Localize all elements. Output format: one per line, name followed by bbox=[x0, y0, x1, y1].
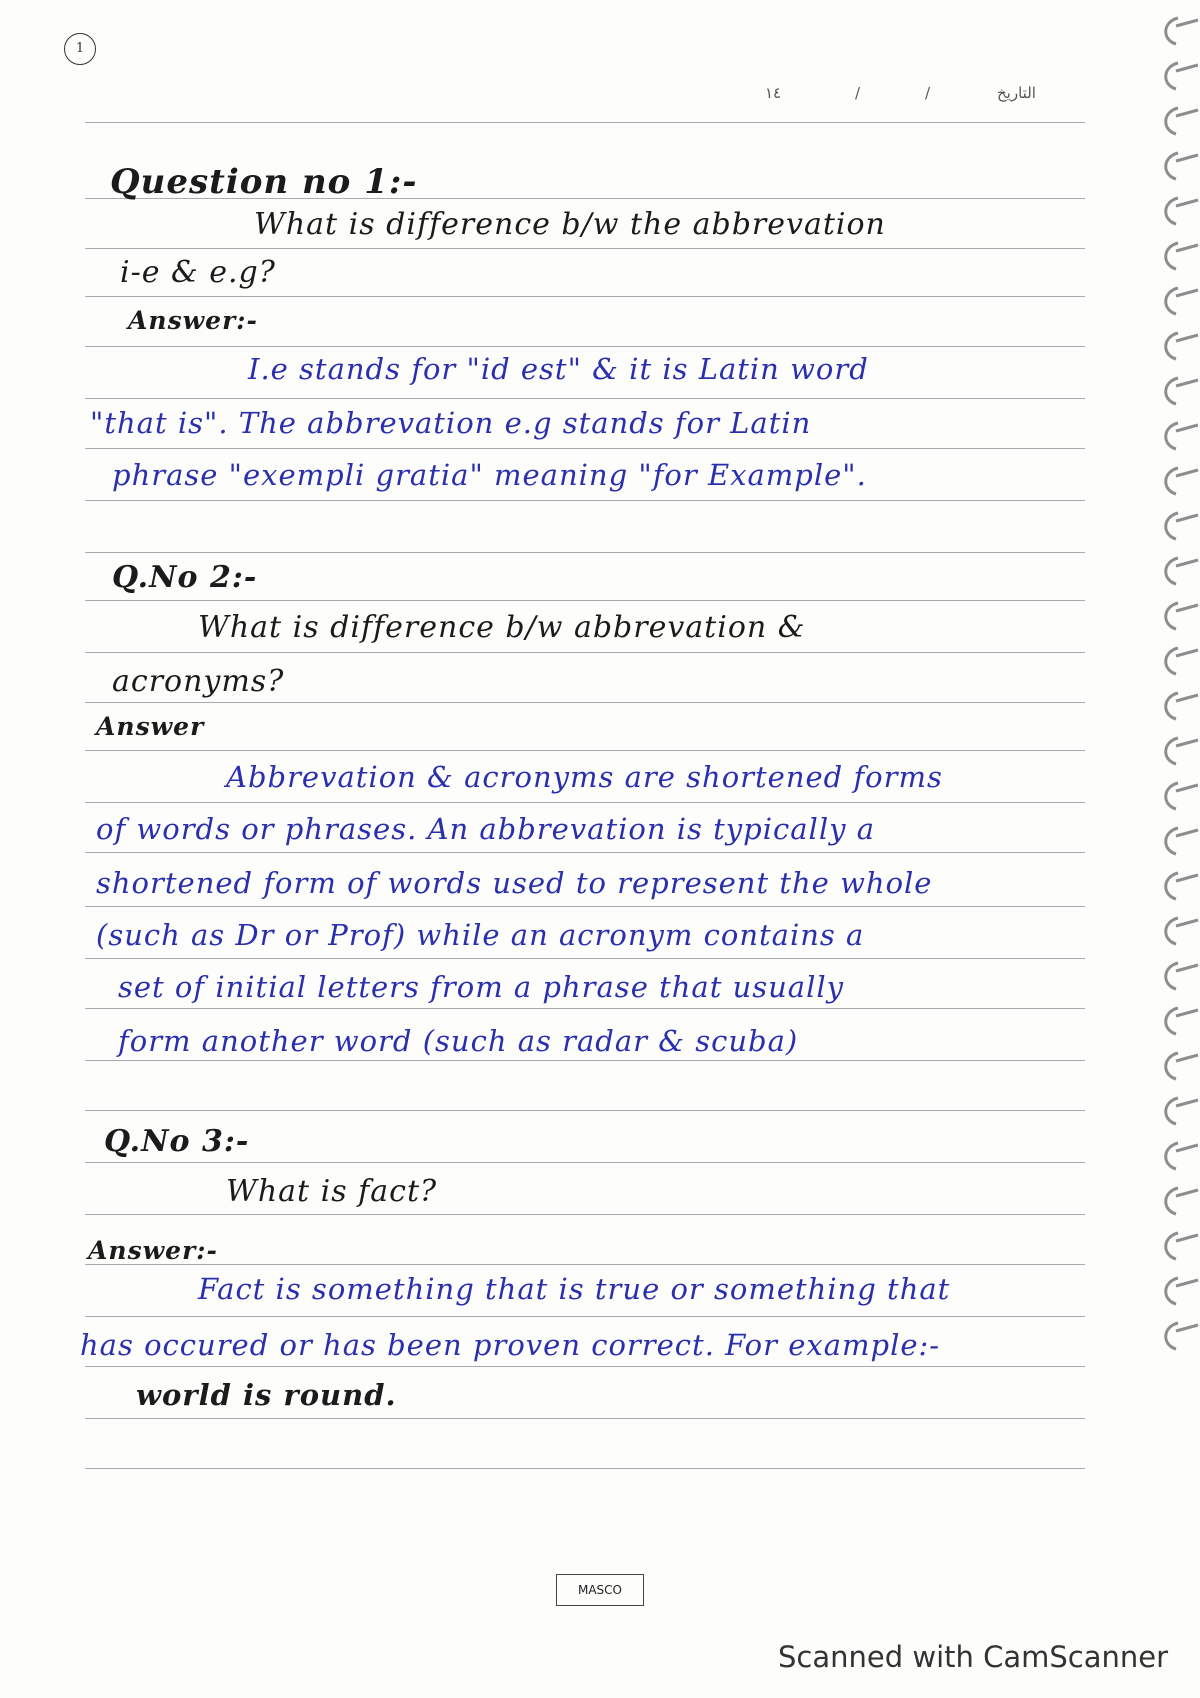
spiral-ring-icon bbox=[1166, 963, 1198, 989]
ruled-line bbox=[85, 398, 1085, 399]
question-heading: Question no 1:- bbox=[110, 162, 418, 202]
spiral-ring-icon bbox=[1166, 1278, 1198, 1304]
spiral-ring-icon bbox=[1166, 1098, 1198, 1124]
date-header bbox=[765, 84, 1065, 110]
spiral-ring-icon bbox=[1166, 153, 1198, 179]
spiral-ring-icon bbox=[1166, 288, 1198, 314]
spiral-ring-icon bbox=[1166, 1053, 1198, 1079]
ruled-line bbox=[85, 1316, 1085, 1317]
answer-label: Answer:- bbox=[128, 306, 258, 335]
ruled-line bbox=[85, 1468, 1085, 1469]
spiral-ring-icon bbox=[1166, 513, 1198, 539]
question-heading: Q.No 2:- bbox=[112, 560, 258, 595]
question-text: i-e & e.g? bbox=[120, 255, 276, 290]
ruled-line bbox=[85, 1366, 1085, 1367]
answer-text: (such as Dr or Prof) while an acronym contains a bbox=[96, 918, 865, 952]
page-number: 1 bbox=[64, 33, 96, 65]
ruled-line bbox=[85, 1264, 1085, 1265]
ruled-line bbox=[85, 448, 1085, 449]
answer-text: I.e stands for "id est" & it is Latin word bbox=[248, 352, 869, 386]
spiral-ring-icon bbox=[1166, 693, 1198, 719]
answer-text: has occured or has been proven correct. For example:- bbox=[80, 1328, 941, 1362]
ruled-line bbox=[85, 500, 1085, 501]
question-text: What is fact? bbox=[226, 1174, 438, 1209]
spiral-ring-icon bbox=[1166, 603, 1198, 629]
date-label: التاريخ bbox=[997, 84, 1036, 102]
answer-text: world is round. bbox=[136, 1378, 397, 1412]
answer-text: "that is". The abbrevation e.g stands for Latin bbox=[90, 406, 812, 440]
spiral-ring-icon bbox=[1166, 783, 1198, 809]
spiral-ring-icon bbox=[1166, 243, 1198, 269]
answer-text: of words or phrases. An abbrevation is typically a bbox=[96, 812, 875, 846]
answer-text: form another word (such as radar & scuba) bbox=[118, 1024, 799, 1058]
ruled-line bbox=[85, 852, 1085, 853]
answer-text: set of initial letters from a phrase that usually bbox=[118, 970, 845, 1004]
spiral-ring-icon bbox=[1166, 558, 1198, 584]
ruled-line bbox=[85, 346, 1085, 347]
spiral-ring-icon bbox=[1166, 918, 1198, 944]
ruled-line bbox=[85, 1418, 1085, 1419]
spiral-ring-icon bbox=[1166, 108, 1198, 134]
ruled-line bbox=[85, 552, 1085, 553]
answer-label: Answer bbox=[96, 712, 205, 741]
answer-text: Fact is something that is true or something that bbox=[198, 1272, 951, 1306]
ruled-line bbox=[85, 652, 1085, 653]
ruled-line bbox=[85, 248, 1085, 249]
ruled-line bbox=[85, 1008, 1085, 1009]
spiral-ring-icon bbox=[1166, 1188, 1198, 1214]
spiral-ring-icon bbox=[1166, 18, 1198, 44]
spiral-ring-icon bbox=[1166, 873, 1198, 899]
spiral-binding-icon bbox=[1140, 0, 1200, 1400]
ruled-line bbox=[85, 296, 1085, 297]
spiral-ring-icon bbox=[1166, 648, 1198, 674]
spiral-ring-icon bbox=[1166, 468, 1198, 494]
ruled-line bbox=[85, 122, 1085, 123]
spiral-ring-icon bbox=[1166, 828, 1198, 854]
question-text: What is difference b/w the abbrevation bbox=[254, 207, 886, 242]
ruled-line bbox=[85, 1214, 1085, 1215]
question-heading: Q.No 3:- bbox=[104, 1124, 250, 1159]
spiral-ring-icon bbox=[1166, 1233, 1198, 1259]
spiral-ring-icon bbox=[1166, 1143, 1198, 1169]
ruled-line bbox=[85, 1110, 1085, 1111]
answer-text: shortened form of words used to represent the whole bbox=[96, 866, 933, 900]
spiral-ring-icon bbox=[1166, 1008, 1198, 1034]
spiral-ring-icon bbox=[1166, 198, 1198, 224]
spiral-ring-icon bbox=[1166, 1323, 1198, 1349]
spiral-ring-icon bbox=[1166, 423, 1198, 449]
answer-text: phrase "exempli gratia" meaning "for Example". bbox=[112, 458, 867, 492]
ruled-line bbox=[85, 958, 1085, 959]
ruled-line bbox=[85, 1060, 1085, 1061]
date-separator: / bbox=[925, 84, 931, 102]
notebook-brand-logo: MASCO bbox=[556, 1574, 644, 1606]
spiral-ring-icon bbox=[1166, 333, 1198, 359]
question-text: What is difference b/w abbrevation & bbox=[198, 610, 806, 645]
ruled-line bbox=[85, 702, 1085, 703]
ruled-line bbox=[85, 906, 1085, 907]
ruled-line bbox=[85, 600, 1085, 601]
answer-label: Answer:- bbox=[88, 1236, 218, 1265]
spiral-ring-icon bbox=[1166, 378, 1198, 404]
question-text: acronyms? bbox=[112, 664, 285, 699]
ruled-line bbox=[85, 750, 1085, 751]
ruled-line bbox=[85, 1162, 1085, 1163]
ruled-line bbox=[85, 802, 1085, 803]
scanner-watermark: Scanned with CamScanner bbox=[778, 1640, 1169, 1674]
spiral-ring-icon bbox=[1166, 63, 1198, 89]
date-year: ١٤ bbox=[765, 84, 782, 102]
date-separator: / bbox=[855, 84, 861, 102]
spiral-ring-icon bbox=[1166, 738, 1198, 764]
answer-text: Abbrevation & acronyms are shortened forms bbox=[226, 760, 943, 794]
